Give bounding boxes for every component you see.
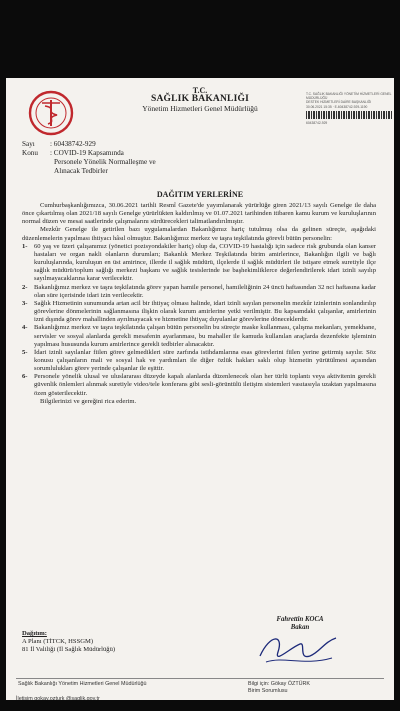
letterhead-directorate: Yönetim Hizmetleri Genel Müdürlüğü bbox=[142, 104, 258, 113]
footer-info bbox=[248, 681, 310, 695]
footer-org: Sağlık Bakanlığı Yönetim Hizmetleri Genel Müdürlüğü bbox=[18, 681, 147, 687]
letterhead-tc: T.C. bbox=[192, 86, 208, 95]
list-item: 1- 60 yaş ve üzeri çalışanımız (yönetici pozisyondakiler hariç) olup da, COVID-19 hastalığı için sadece risk grubunda olan kanser hastaları ve organ nakli olanların durumları; Bakanlık Merkez Teşkilatında birim amirlerince, Bakanlığın ilgili ve bağlı kuruluşlarında, kuruluşun en üst amirince, illerde il sağlık müdürü, ilçelerde il sağlık müdürleri ile istişare etmek suretiyle ilçe sağlık müdürü/toplum sağlığı merkezi başkanı ve sağlık tesislerinde ise başhekimliklerce değerlendirilerek idari izinli sayılıp sayılmayacaklarına karar verilecektir. bbox=[22, 242, 376, 283]
signer-title: Bakan bbox=[290, 624, 310, 631]
distribution-block bbox=[22, 630, 115, 654]
konu-label: Konu bbox=[22, 149, 38, 157]
footer-email: İletişim gokay.ozturk @saglik.gov.tr bbox=[16, 696, 100, 700]
footer-contact: Bilgi için: Gökay ÖZTÜRK bbox=[248, 681, 311, 687]
document-stamp bbox=[306, 92, 392, 125]
list-item: 3- Sağlık Hizmetinin sunumunda artan acil bir ihtiyaç olması halinde, idari izinli sayılan personelin mezkûr izinlerinin sonlandırılıp görevlerine dönmelerinin sağlanmasına ilişkin olarak kurum amirlerine yetki verilmiştir. Bu kapsamdaki çalışanlar, amirlerinin izni dışında görev mahallinden ayrılmayacak ve hizmetine ihtiyaç duyulanlar görevlerine döneceklerdir. bbox=[22, 299, 376, 324]
document-footer bbox=[16, 678, 384, 694]
signer-name: Fahrettin KOCA bbox=[276, 616, 324, 623]
closing-line: Bilgilerinizi ve gereğini rica ederim. bbox=[40, 397, 137, 405]
stamp-line: T.C. SAĞLIK BAKANLIĞI YÖNETİM HİZMETLERİ GENEL MÜDÜRLÜĞÜ bbox=[306, 92, 392, 101]
signature-icon bbox=[254, 626, 344, 676]
konu-line: : COVID-19 Kapsamında bbox=[50, 149, 124, 157]
footer-role: Birim Sorumlusu bbox=[248, 688, 288, 694]
measures-list bbox=[22, 243, 376, 398]
list-item: 5- İdari izinli sayılanlar fiilen görev gelmedikleri süre zarfında istihdamlarına esas görevlerini fiilen yerine getirmiş sayılır. Söz konusu çalışanların mali ve sosyal hak ve yardımları ile diğer özlük hakları saklı olup hizmetin yürütülmesi açısından sorumlulukları görev yerinde çalışanlar ile eşittir. bbox=[22, 348, 376, 373]
konu-line: Personele Yönelik Normalleşme ve bbox=[54, 158, 156, 166]
stamp-line: DESTEK HİZMETLERİ DAİRE BAŞKANLIĞI bbox=[306, 100, 372, 105]
list-item: 6- Personele yönelik ulusal ve uluslararası düzeyde kapalı alanlarda düzenlenecek olan her türlü toplantı veya aktivitenin gerekli güvenlik önlemleri alınmak suretiyle video/tele konferans gibi sesli-görüntülü iletişim sistemleri vasıtasıyla uzaktan yapılmasına özen gösterilecektir. bbox=[22, 373, 376, 397]
barcode-icon bbox=[306, 111, 392, 119]
document-body bbox=[22, 202, 376, 406]
body-paragraph: Mezkûr Genelge ile getirilen bazı uygulamalardan Bakanlığımız hariç tutulmuş olsa da gelinen süreçte, aşağıdaki düzenlemelerin yapılması ihtiyacı hâsıl olmuştur. Bakanlığımız merkez ve taşra teşkilatında görevli bütün personelin: bbox=[22, 226, 376, 242]
document-title: DAĞITIM YERLERİNE bbox=[156, 190, 244, 199]
distribution-line: A Planı (TİTCK, HSSGM) bbox=[22, 638, 94, 645]
body-paragraph: Cumhurbaşkanlığımızca, 30.06.2021 tarihli Resmî Gazete'de yayımlanarak yürürlüğe giren 2021/13 sayılı Genelge ile daha önce çıkartılmış olan 2021/18 sayılı Genelge yürürlükten kaldırılmış ve 01.07.2021 tarihinden itibaren kamu kurum ve kuruluşlarının normal düzen ve mesai saatlerinde çalışmalarını sürdürecekleri talimatlandırılmıştır. bbox=[22, 202, 376, 226]
stamp-line: 30.06.2021 15:35 · E-60438742-929-1190 bbox=[306, 104, 368, 109]
document-page bbox=[6, 78, 394, 700]
list-item: 2- Bakanlığımız merkez ve taşra teşkilatında görev yapan hamile personel, hamileliğinin 24 üncü haftasından 32 nci haftasına kadar olan süre içerisinde idari izin verilecektir. bbox=[22, 283, 376, 299]
stamp-line: 60438742-929 bbox=[306, 120, 328, 125]
sayi-label: Sayı bbox=[22, 140, 35, 148]
letterhead-ministry: SAĞLIK BAKANLIĞI bbox=[151, 94, 249, 104]
distribution-heading: Dağıtım: bbox=[22, 630, 47, 637]
document-meta bbox=[22, 140, 156, 176]
top-black-band bbox=[0, 0, 400, 78]
list-item: 4- Bakanlığımız merkez ve taşra teşkilatında çalışan bütün personelin bu süreçte maske kullanması, çalışma mekanları, yemekhane, servisler ve sosyal alanlarda gerekli mesafenin ayarlanması, bu mahaller ile kamuda kullanılan araçlarda dezenfekte işleminin yapılması hususunda kurum amirlerince gerekli tedbirler alınacaktır. bbox=[22, 324, 376, 348]
distribution-line: 81 İl Valiliği (İl Sağlık Müdürlüğü) bbox=[22, 646, 116, 653]
konu-line: Alınacak Tedbirler bbox=[54, 167, 108, 175]
sayi-value: : 60438742-929 bbox=[50, 140, 96, 148]
